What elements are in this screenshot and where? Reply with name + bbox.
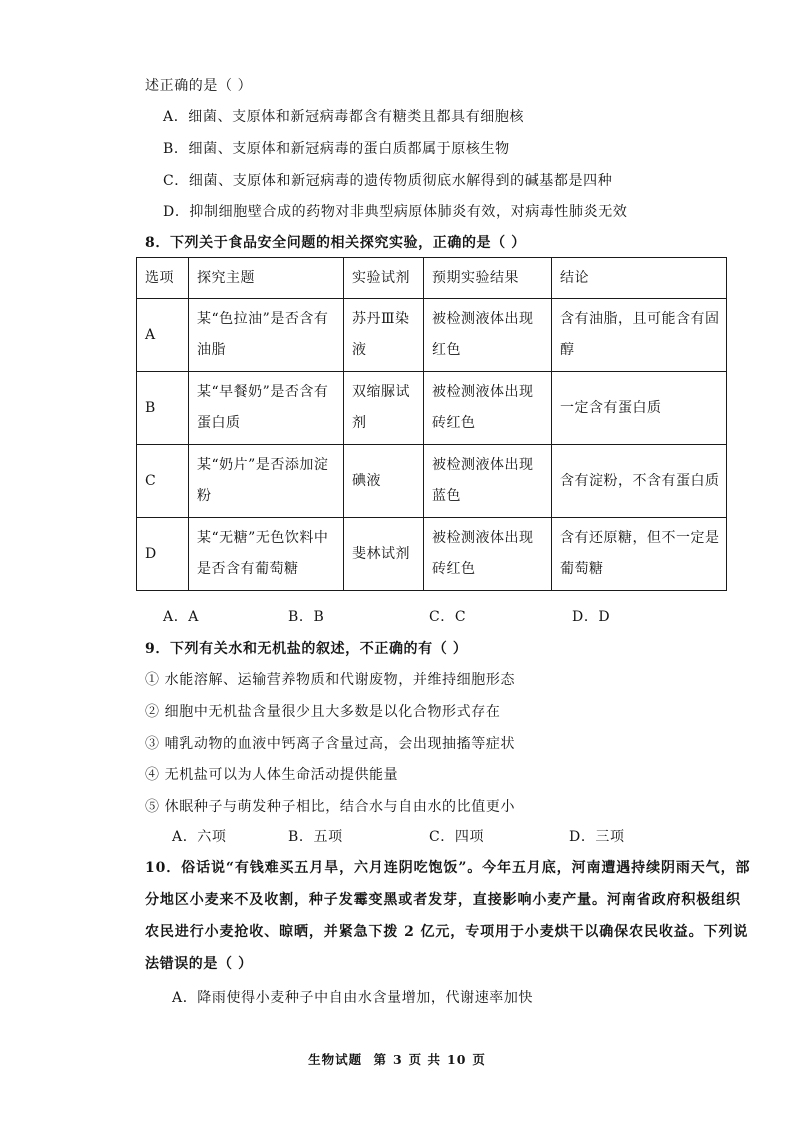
q7-stem-tail: 述正确的是（ ）	[145, 78, 253, 94]
footer-page-number: 3	[392, 1052, 403, 1067]
q9-item-2: ② 细胞中无机盐含量很少且大多数是以化合物形式存在	[145, 704, 501, 720]
q8-choice-d: D．D	[572, 609, 611, 625]
header-cell-topic: 探究主题	[189, 258, 344, 299]
q8-choices	[0, 606, 794, 626]
q9-item-1: ① 水能溶解、运输营养物质和代谢废物，并维持细胞形态	[145, 672, 516, 688]
q8-table	[136, 257, 727, 591]
q9-choice-c: C．四项	[429, 829, 485, 845]
cell-result: 被检测液体出现砖红色	[424, 372, 552, 445]
cell-option: C	[137, 445, 189, 518]
table-row	[137, 445, 727, 518]
header-cell-conclusion: 结论	[552, 258, 727, 299]
table-row	[137, 299, 727, 372]
q9-item-4: ④ 无机盐可以为人体生命活动提供能量	[145, 767, 399, 783]
q8-choice-a: A．A	[163, 609, 200, 625]
cell-result: 被检测液体出现蓝色	[424, 445, 552, 518]
cell-result: 被检测液体出现砖红色	[424, 518, 552, 591]
q10-line-4: 法错误的是（ ）	[145, 956, 253, 972]
table-header-row	[137, 258, 727, 299]
page-footer	[0, 1050, 794, 1068]
cell-conclusion: 含有淀粉，不含有蛋白质	[552, 445, 727, 518]
q7-option-a: A．细菌、支原体和新冠病毒都含有糖类且都具有细胞核	[163, 109, 525, 125]
q10-line-1: 10．俗话说“有钱难买五月旱，六月连阴吃饱饭”。今年五月底，河南遭遇持续阴雨天气，部	[145, 860, 751, 876]
q9-item-3: ③ 哺乳动物的血液中钙离子含量过高，会出现抽搐等症状	[145, 736, 516, 752]
cell-reagent: 苏丹Ⅲ染液	[344, 299, 424, 372]
header-cell-option: 选项	[137, 258, 189, 299]
q9-choice-d: D．三项	[569, 829, 625, 845]
table-row	[137, 518, 727, 591]
footer-subject: 生物试题	[308, 1052, 363, 1067]
q9-item-5: ⑤ 休眠种子与萌发种子相比，结合水与自由水的比值更小	[145, 799, 516, 815]
q9-choices	[0, 826, 794, 846]
footer-total-pages: 10	[447, 1052, 467, 1067]
cell-conclusion: 含有还原糖，但不一定是葡萄糖	[552, 518, 727, 591]
cell-topic: 某“无糖”无色饮料中是否含有葡萄糖	[189, 518, 344, 591]
cell-topic: 某“早餐奶”是否含有蛋白质	[189, 372, 344, 445]
q10-option-a: A．降雨使得小麦种子中自由水含量增加，代谢速率加快	[172, 990, 534, 1006]
q8-choice-b: B．B	[288, 609, 325, 625]
cell-reagent: 双缩脲试剂	[344, 372, 424, 445]
header-cell-reagent: 实验试剂	[344, 258, 424, 299]
cell-conclusion: 一定含有蛋白质	[552, 372, 727, 445]
q10-line-2: 分地区小麦来不及收割，种子发霉变黑或者发芽，直接影响小麦产量。河南省政府积极组织	[145, 892, 741, 908]
footer-page-prefix: 第	[373, 1052, 387, 1067]
q8-stem: 8．下列关于食品安全问题的相关探究实验，正确的是（ ）	[145, 235, 526, 251]
q8-choice-c: C．C	[429, 609, 467, 625]
header-cell-result: 预期实验结果	[424, 258, 552, 299]
cell-option: D	[137, 518, 189, 591]
q9-stem: 9．下列有关水和无机盐的叙述，不正确的有（ ）	[145, 641, 468, 657]
cell-topic: 某“奶片”是否添加淀粉	[189, 445, 344, 518]
cell-reagent: 斐林试剂	[344, 518, 424, 591]
table-row	[137, 372, 727, 445]
q10-line-3: 农民进行小麦抢收、晾晒，并紧急下拨 2 亿元，专项用于小麦烘干以确保农民收益。下列说	[145, 924, 749, 940]
cell-option: B	[137, 372, 189, 445]
cell-conclusion: 含有油脂，且可能含有固醇	[552, 299, 727, 372]
cell-result: 被检测液体出现红色	[424, 299, 552, 372]
footer-page-mid: 页 共	[408, 1052, 442, 1067]
q7-option-d: D．抑制细胞壁合成的药物对非典型病原体肺炎有效，对病毒性肺炎无效	[163, 204, 628, 220]
q7-option-c: C．细菌、支原体和新冠病毒的遗传物质彻底水解得到的碱基都是四种	[163, 173, 613, 189]
q9-choice-a: A．六项	[172, 829, 227, 845]
q9-choice-b: B．五项	[288, 829, 343, 845]
cell-reagent: 碘液	[344, 445, 424, 518]
q7-option-b: B．细菌、支原体和新冠病毒的蛋白质都属于原核生物	[163, 141, 510, 157]
cell-topic: 某“色拉油”是否含有油脂	[189, 299, 344, 372]
cell-option: A	[137, 299, 189, 372]
footer-page-suffix: 页	[472, 1052, 486, 1067]
